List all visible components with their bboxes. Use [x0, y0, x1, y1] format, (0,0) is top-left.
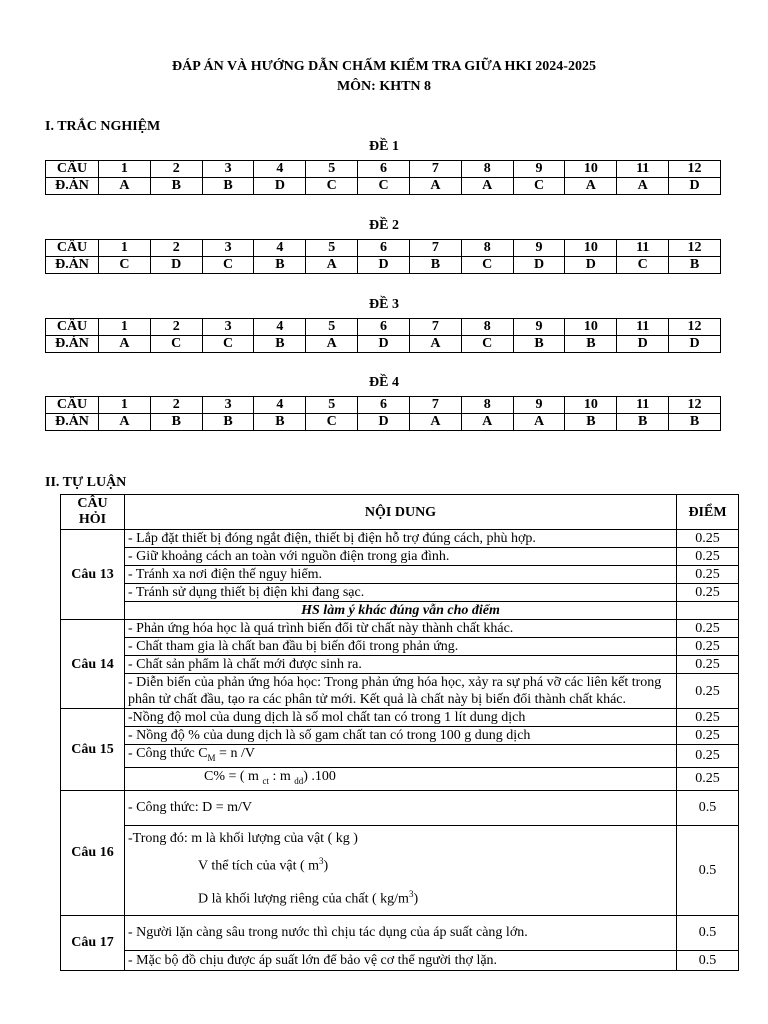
- question-number: 6: [358, 240, 410, 257]
- answer-cell: C: [202, 257, 254, 274]
- content-cell: - Chất sản phẩm là chất mới được sinh ra.: [125, 656, 677, 674]
- question-number: 10: [565, 319, 617, 336]
- answer-table-set-4: [45, 396, 721, 431]
- table-row: [61, 656, 739, 674]
- formula-subscript: M: [207, 752, 216, 763]
- table-row: [61, 674, 739, 709]
- answer-cell: D: [358, 414, 410, 431]
- question-number: 11: [617, 161, 669, 178]
- row-label-answer: Đ.ÁN: [46, 336, 99, 353]
- answer-cell: B: [617, 414, 669, 431]
- points-cell: 0.25: [677, 745, 739, 768]
- answer-cell: D: [150, 257, 202, 274]
- answer-cell: D: [565, 257, 617, 274]
- definition-text: ): [413, 891, 419, 907]
- question-number: 10: [565, 397, 617, 414]
- content-cell: - Phản ứng hóa học là quá trình biến đổi từ chất này thành chất khác.: [125, 620, 677, 638]
- content-cell: - Chất tham gia là chất ban đầu bị biến đổi trong phản ứng.: [125, 638, 677, 656]
- answer-cell: A: [409, 178, 461, 195]
- definition-text: V thể tích của vật ( m: [198, 858, 320, 874]
- section-heading-multiple-choice: I. TRẮC NGHIỆM: [45, 119, 161, 134]
- question-number: 8: [461, 161, 513, 178]
- question-number: 1: [99, 240, 151, 257]
- question-number: 1: [99, 161, 151, 178]
- question-number: 6: [358, 319, 410, 336]
- answer-table-set-2: [45, 239, 721, 274]
- document-subject: MÔN: KHTN 8: [336, 79, 432, 94]
- answer-cell: A: [99, 414, 151, 431]
- question-number: 5: [306, 161, 358, 178]
- question-number: 9: [513, 397, 565, 414]
- set-label: ĐỀ 4: [369, 375, 399, 390]
- formula-text: - Công thức C: [128, 746, 208, 761]
- answer-cell: C: [461, 257, 513, 274]
- points-cell: 0.25: [677, 709, 739, 727]
- table-row-answers: [46, 414, 721, 431]
- table-row-questions: [46, 161, 721, 178]
- question-number: 4: [254, 397, 306, 414]
- set-label: ĐỀ 2: [369, 218, 399, 233]
- grading-note: HS làm ý khác đúng vẫn cho điểm: [125, 602, 677, 620]
- points-cell: 0.25: [677, 674, 739, 709]
- question-number: 11: [617, 240, 669, 257]
- question-number: 3: [202, 397, 254, 414]
- content-cell: - Nồng độ % của dung dịch là số gam chất tan có trong 100 g dung dịch: [125, 727, 677, 745]
- question-number: 7: [409, 319, 461, 336]
- table-row: [61, 915, 739, 950]
- answer-cell: A: [513, 414, 565, 431]
- question-number: 9: [513, 240, 565, 257]
- answer-cell: B: [669, 257, 721, 274]
- table-row-questions: [46, 397, 721, 414]
- answer-cell: B: [150, 414, 202, 431]
- row-label-answer: Đ.ÁN: [46, 257, 99, 274]
- answer-cell: B: [202, 178, 254, 195]
- content-cell: - Người lặn càng sâu trong nước thì chịu tác dụng của áp suất càng lớn.: [125, 915, 677, 950]
- table-row: [61, 709, 739, 727]
- table-row: [61, 790, 739, 825]
- table-header-row: [61, 495, 739, 530]
- points-cell: 0.25: [677, 566, 739, 584]
- points-cell: 0.25: [677, 767, 739, 790]
- essay-grading-table: [60, 494, 739, 971]
- question-number: 1: [99, 397, 151, 414]
- answer-cell: B: [254, 414, 306, 431]
- content-cell: - Diễn biến của phản ứng hóa học: Trong phản ứng hóa học, xảy ra sự phá vỡ các liên kết trong phân tử chất đầu, tạo ra các phân tử mới. Kết quả là chất này bị biến đổi thành chất khác.: [125, 674, 677, 709]
- answer-cell: C: [306, 414, 358, 431]
- points-cell: 0.25: [677, 638, 739, 656]
- answer-cell: D: [669, 336, 721, 353]
- formula-text: : m: [268, 768, 295, 784]
- row-label-answer: Đ.ÁN: [46, 178, 99, 195]
- points-cell-empty: [677, 602, 739, 620]
- superscript: 3: [319, 855, 324, 866]
- question-number: 12: [669, 240, 721, 257]
- answer-cell: A: [565, 178, 617, 195]
- question-label: Câu 15: [61, 709, 125, 791]
- question-number: 9: [513, 319, 565, 336]
- question-number: 8: [461, 397, 513, 414]
- answer-cell: B: [565, 336, 617, 353]
- answer-cell: D: [358, 336, 410, 353]
- answer-cell: A: [461, 414, 513, 431]
- table-row: [61, 584, 739, 602]
- question-number: 3: [202, 319, 254, 336]
- answer-cell: A: [306, 336, 358, 353]
- answer-cell: B: [202, 414, 254, 431]
- question-number: 2: [150, 240, 202, 257]
- row-label-question: CÂU: [46, 240, 99, 257]
- answer-cell: B: [669, 414, 721, 431]
- answer-cell: C: [461, 336, 513, 353]
- question-label: Câu 14: [61, 620, 125, 709]
- answer-cell: B: [513, 336, 565, 353]
- question-number: 4: [254, 319, 306, 336]
- points-cell: 0.5: [677, 790, 739, 825]
- table-row: [61, 745, 739, 768]
- question-number: 4: [254, 240, 306, 257]
- question-number: 9: [513, 161, 565, 178]
- question-number: 10: [565, 161, 617, 178]
- table-row-questions: [46, 240, 721, 257]
- row-label-answer: Đ.ÁN: [46, 414, 99, 431]
- question-number: 3: [202, 240, 254, 257]
- answer-table-set-3: [45, 318, 721, 353]
- question-number: 5: [306, 319, 358, 336]
- table-row: [61, 602, 739, 620]
- answer-cell: D: [254, 178, 306, 195]
- content-cell: - Công thức: D = m/V: [125, 790, 677, 825]
- question-number: 12: [669, 161, 721, 178]
- answer-cell: C: [306, 178, 358, 195]
- content-cell: - Tránh xa nơi điện thế nguy hiểm.: [125, 566, 677, 584]
- question-number: 12: [669, 397, 721, 414]
- formula-text: ) .100: [303, 768, 336, 784]
- superscript: 3: [408, 889, 414, 900]
- answer-cell: D: [617, 336, 669, 353]
- answer-cell: C: [617, 257, 669, 274]
- answer-cell: B: [565, 414, 617, 431]
- answer-cell: B: [409, 257, 461, 274]
- answer-table-set-1: [45, 160, 721, 195]
- question-number: 3: [202, 161, 254, 178]
- row-label-question: CÂU: [46, 161, 99, 178]
- definition-text: D là khối lượng riêng của chất ( kg/m: [198, 891, 409, 907]
- question-number: 7: [409, 397, 461, 414]
- content-cell: - Giữ khoảng cách an toàn với nguồn điện trong gia đình.: [125, 548, 677, 566]
- table-row-answers: [46, 178, 721, 195]
- question-number: 8: [461, 319, 513, 336]
- points-cell: 0.25: [677, 727, 739, 745]
- table-row: [61, 727, 739, 745]
- set-label: ĐỀ 1: [369, 139, 399, 154]
- row-label-question: CÂU: [46, 319, 99, 336]
- formula-subscript: dd: [294, 775, 304, 786]
- question-number: 4: [254, 161, 306, 178]
- question-number: 8: [461, 240, 513, 257]
- formula-molar-concentration: [125, 745, 677, 768]
- formula-percent-concentration: [125, 767, 677, 790]
- content-cell: - Lắp đặt thiết bị đóng ngắt điện, thiết bị điện hỗ trợ đúng cách, phù hợp.: [125, 530, 677, 548]
- answer-cell: C: [513, 178, 565, 195]
- question-number: 6: [358, 397, 410, 414]
- answer-cell: A: [409, 414, 461, 431]
- document-title: ĐÁP ÁN VÀ HƯỚNG DẪN CHẤM KIỂM TRA GIỮA HKI 2024-2025: [172, 59, 596, 74]
- table-row: [61, 566, 739, 584]
- answer-cell: C: [150, 336, 202, 353]
- table-row: [61, 767, 739, 790]
- answer-cell: A: [306, 257, 358, 274]
- question-number: 11: [617, 397, 669, 414]
- points-cell: 0.25: [677, 548, 739, 566]
- answer-cell: B: [254, 257, 306, 274]
- content-cell: -Nồng độ mol của dung dịch là số mol chất tan có trong 1 lít dung dịch: [125, 709, 677, 727]
- set-label: ĐỀ 3: [369, 297, 399, 312]
- answer-cell: C: [99, 257, 151, 274]
- answer-cell: C: [358, 178, 410, 195]
- question-number: 6: [358, 161, 410, 178]
- question-number: 7: [409, 240, 461, 257]
- column-header-points: ĐIỂM: [677, 495, 739, 530]
- content-cell-definitions: [125, 825, 677, 915]
- answer-cell: A: [617, 178, 669, 195]
- table-row-answers: [46, 336, 721, 353]
- answer-cell: B: [150, 178, 202, 195]
- question-number: 10: [565, 240, 617, 257]
- column-header-content: NỘI DUNG: [125, 495, 677, 530]
- table-row: [61, 825, 739, 915]
- points-cell: 0.5: [677, 825, 739, 915]
- answer-cell: A: [99, 336, 151, 353]
- table-row: [61, 620, 739, 638]
- question-number: 2: [150, 319, 202, 336]
- question-label: Câu 16: [61, 790, 125, 915]
- answer-cell: B: [254, 336, 306, 353]
- formula-text: = n /V: [215, 746, 255, 761]
- answer-cell: A: [409, 336, 461, 353]
- table-row: [61, 530, 739, 548]
- question-number: 12: [669, 319, 721, 336]
- answer-cell: A: [99, 178, 151, 195]
- content-cell: - Tránh sử dụng thiết bị điện khi đang sạc.: [125, 584, 677, 602]
- answer-cell: A: [461, 178, 513, 195]
- answer-cell: D: [669, 178, 721, 195]
- column-header-question: CÂU HỎI: [61, 495, 125, 530]
- answer-cell: D: [358, 257, 410, 274]
- points-cell: 0.25: [677, 530, 739, 548]
- question-number: 2: [150, 397, 202, 414]
- question-number: 1: [99, 319, 151, 336]
- definition-line: [128, 883, 673, 911]
- formula-subscript: ct: [262, 775, 269, 786]
- points-cell: 0.5: [677, 915, 739, 950]
- definition-text: ): [323, 858, 329, 874]
- content-cell: - Mặc bộ đồ chịu được áp suất lớn để bảo vệ cơ thể người thợ lặn.: [125, 950, 677, 970]
- table-row: [61, 638, 739, 656]
- definition-line: [128, 850, 673, 878]
- table-row-answers: [46, 257, 721, 274]
- question-number: 7: [409, 161, 461, 178]
- question-label: Câu 13: [61, 530, 125, 620]
- answer-cell: C: [202, 336, 254, 353]
- points-cell: 0.25: [677, 620, 739, 638]
- question-number: 5: [306, 397, 358, 414]
- points-cell: 0.25: [677, 584, 739, 602]
- question-label: Câu 17: [61, 915, 125, 970]
- section-heading-essay: II. TỰ LUẬN: [45, 475, 127, 490]
- row-label-question: CÂU: [46, 397, 99, 414]
- question-number: 11: [617, 319, 669, 336]
- question-number: 2: [150, 161, 202, 178]
- question-number: 5: [306, 240, 358, 257]
- points-cell: 0.25: [677, 656, 739, 674]
- answer-cell: D: [513, 257, 565, 274]
- points-cell: 0.5: [677, 950, 739, 970]
- table-row: [61, 548, 739, 566]
- definition-line: -Trong đó: m là khối lượng của vật ( kg ): [128, 830, 358, 846]
- table-row: [61, 950, 739, 970]
- table-row-questions: [46, 319, 721, 336]
- formula-text: C% = ( m: [204, 768, 263, 784]
